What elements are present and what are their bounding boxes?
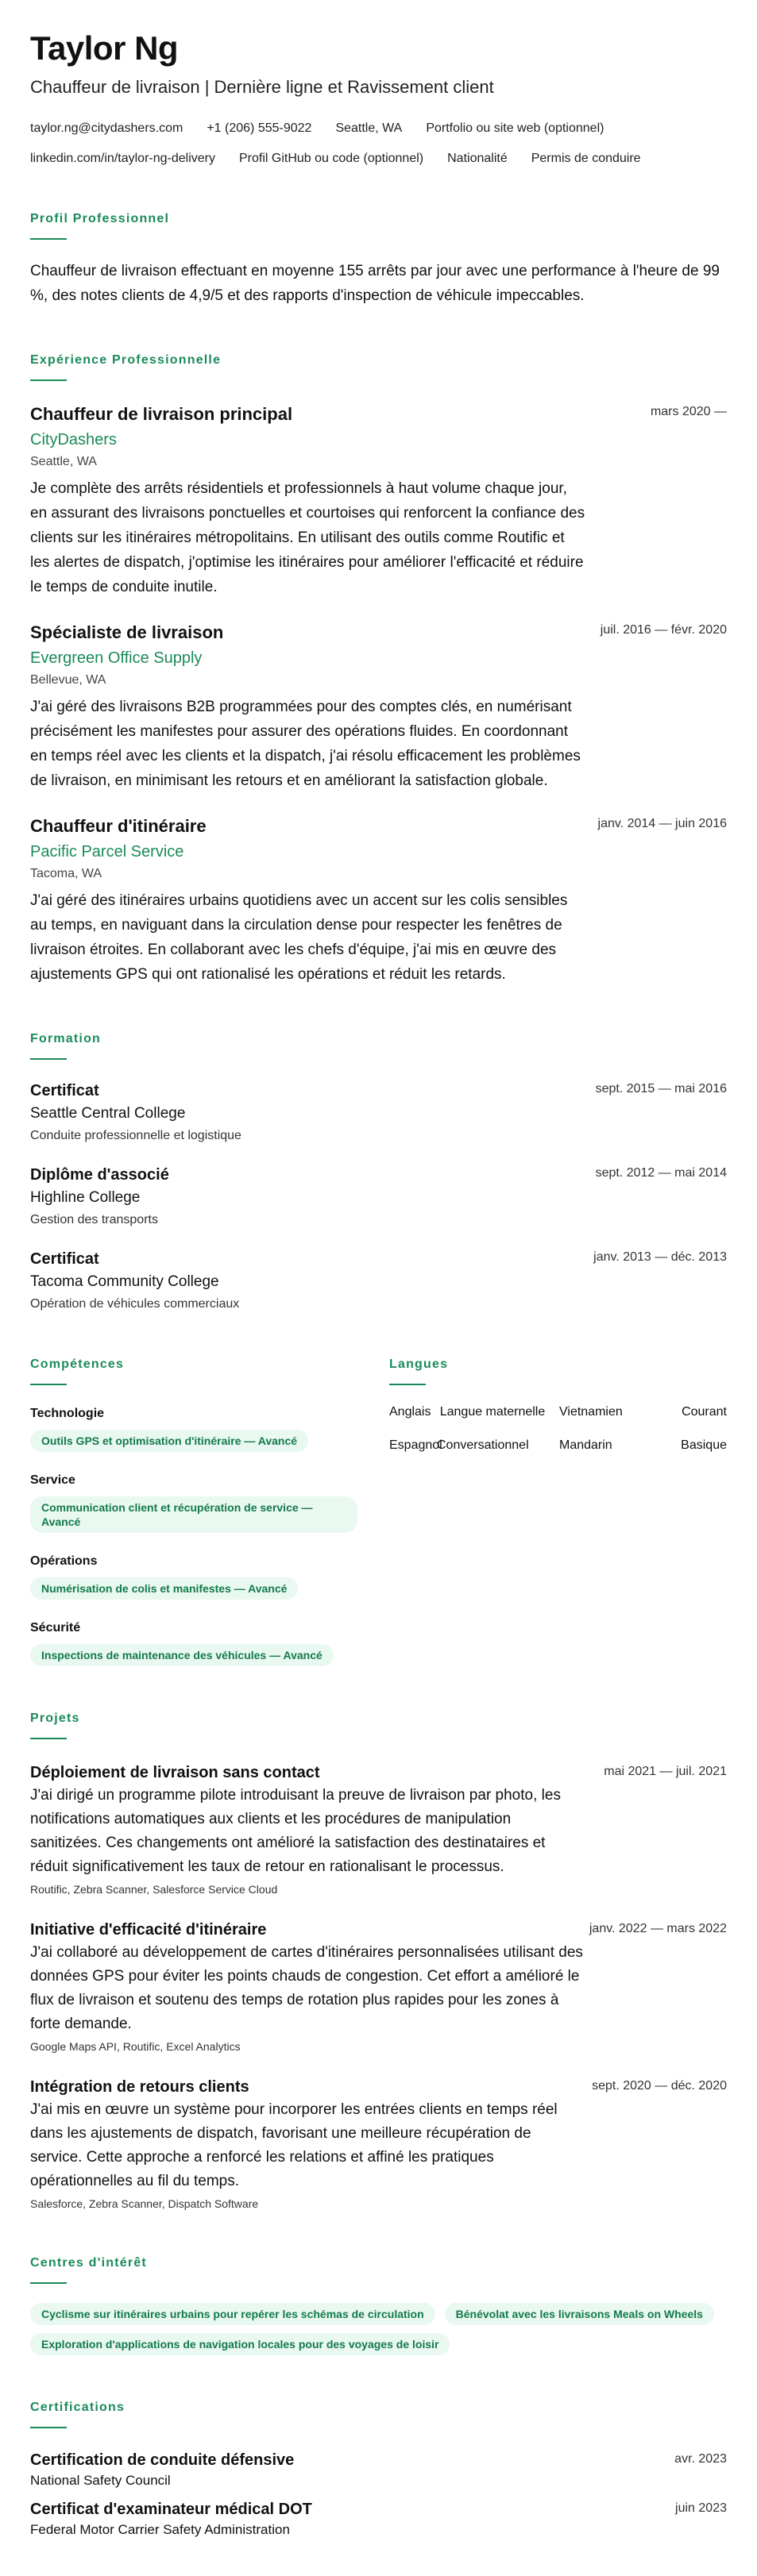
language-level: Courant: [682, 1405, 727, 1419]
contact-phone[interactable]: +1 (206) 555-9022: [207, 121, 312, 135]
section-title: Formation: [30, 1032, 102, 1045]
language-name: Mandarin: [559, 1438, 612, 1452]
skill-category: Opérations: [30, 1554, 98, 1568]
education-section: [30, 1031, 727, 1312]
profile-section: [30, 211, 727, 308]
language-name: Vietnamien: [559, 1405, 623, 1419]
education-field: Opération de véhicules commerciaux: [30, 1297, 240, 1311]
project-description: J'ai mis en œuvre un système pour incorporer les entrées clients en temps réel dans les ajustements de dispatch, favorisant une meilleure récupération de service. Cette approche a renforcé les relations et affiné les pratiques opérationnelles au fil du temps.: [30, 2101, 558, 2189]
skill-tag: Outils GPS et optimisation d'itinéraire — Avancé: [30, 1430, 308, 1452]
skill-tag: Communication client et récupération de service — Avancé: [30, 1496, 357, 1533]
education-school: Tacoma Community College: [30, 1273, 219, 1290]
project-entry: [30, 1920, 727, 2054]
entry-dates: sept. 2012 — mai 2014: [595, 1166, 727, 1180]
experience-section: [30, 352, 727, 987]
language-list: [389, 1404, 727, 1454]
entry-dates: sept. 2020 — déc. 2020: [592, 2079, 727, 2093]
education-degree: Certificat: [30, 1082, 99, 1099]
entry-location: Bellevue, WA: [30, 673, 106, 687]
entry-role: Chauffeur d'itinéraire: [30, 816, 207, 836]
interest-tag: Cyclisme sur itinéraires urbains pour repérer les schémas de circulation: [30, 2303, 435, 2325]
interests-section: [30, 2255, 727, 2355]
section-divider: [30, 1384, 67, 1385]
entry-company: Pacific Parcel Service: [30, 843, 184, 861]
certification-issuer: Federal Motor Carrier Safety Administration: [30, 2522, 290, 2537]
section-divider: [30, 2427, 67, 2428]
section-divider: [30, 238, 67, 240]
project-description: J'ai dirigé un programme pilote introduisant la preuve de livraison par photo, les notifications automatiques aux clients et les procédures de manipulation sanitizées. Ces changements ont amélioré la satisfaction des destinataires et réduit significativement les taux de retour en rationalisant le processus.: [30, 1787, 561, 1875]
interest-tag: Bénévolat avec les livraisons Meals on Wheels: [445, 2303, 714, 2325]
skill-category: Sécurité: [30, 1621, 81, 1635]
language-name: Espagnol: [389, 1438, 442, 1452]
skill-group: [30, 1620, 357, 1666]
project-tech: Salesforce, Zebra Scanner, Dispatch Software: [30, 2197, 259, 2210]
entry-role: Spécialiste de livraison: [30, 622, 224, 642]
skill-group: [30, 1406, 357, 1452]
project-name: Déploiement de livraison sans contact: [30, 1764, 320, 1781]
language-level: Basique: [681, 1438, 727, 1452]
education-school: Highline College: [30, 1189, 141, 1206]
entry-dates: mai 2021 — juil. 2021: [604, 1765, 727, 1778]
interest-list: [30, 2303, 729, 2355]
entry-location: Tacoma, WA: [30, 867, 102, 880]
section-divider: [30, 2282, 67, 2284]
section-divider: [389, 1384, 426, 1385]
education-school: Seattle Central College: [30, 1105, 186, 1122]
entry-dates: janv. 2013 — déc. 2013: [593, 1250, 727, 1264]
section-title: Langues: [389, 1357, 449, 1371]
contact-nationality: Nationalité: [447, 152, 508, 165]
skill-category: Service: [30, 1473, 75, 1487]
project-entry: [30, 1763, 727, 1896]
languages-section: [389, 1357, 727, 1666]
entry-dates: janv. 2022 — mars 2022: [589, 1922, 727, 1935]
certifications-section: [30, 2400, 727, 2538]
entry-description: J'ai géré des itinéraires urbains quotidiens avec un accent sur les colis sensibles au temps, en naviguant dans la circulation dense pour respecter les fenêtres de livraison étroites. En collaborant avec les chefs d'équipe, j'ai mis en œuvre des ajustements GPS qui ont rationalisé les opérations et réduit les retards.: [30, 892, 568, 983]
section-title: Projets: [30, 1712, 80, 1725]
section-title: Expérience Professionnelle: [30, 353, 222, 367]
entry-dates: juin 2023: [675, 2501, 727, 2515]
skill-group: [30, 1473, 357, 1533]
resume-header: [30, 29, 727, 167]
entry-company: CityDashers: [30, 431, 117, 449]
contact-portfolio[interactable]: Portfolio ou site web (optionnel): [426, 121, 604, 135]
interest-tag: Exploration d'applications de navigation locales pour des voyages de loisir: [30, 2333, 450, 2355]
skills-languages-row: [30, 1357, 727, 1666]
entry-location: Seattle, WA: [30, 455, 97, 468]
section-title: Compétences: [30, 1357, 125, 1371]
education-entry: [30, 1080, 727, 1144]
project-description: J'ai collaboré au développement de cartes d'itinéraires personnalisées utilisant des données GPS pour éviter les points chauds de congestion. Cet effort a amélioré le flux de livraison et soutenu des temps de rotation plus rapides pour les zones à forte demande.: [30, 1944, 583, 2032]
education-degree: Diplôme d'associé: [30, 1166, 169, 1184]
project-name: Initiative d'efficacité d'itinéraire: [30, 1921, 267, 1939]
skills-section: [30, 1357, 357, 1666]
section-divider: [30, 379, 67, 381]
candidate-headline: Chauffeur de livraison | Dernière ligne et Ravissement client: [30, 77, 494, 97]
entry-dates: mars 2020 —: [650, 405, 727, 418]
entry-company: Evergreen Office Supply: [30, 649, 203, 667]
education-degree: Certificat: [30, 1250, 99, 1268]
entry-dates: sept. 2015 — mai 2016: [595, 1082, 727, 1095]
section-divider: [30, 1058, 67, 1060]
section-title: Centres d'intérêt: [30, 2256, 147, 2270]
project-entry: [30, 2077, 727, 2211]
certification-entry: [30, 2451, 727, 2489]
candidate-name: Taylor Ng: [30, 29, 179, 67]
entry-description: J'ai géré des livraisons B2B programmées pour des comptes clés, en numérisant précisément les manifestes pour assurer des opérations fluides. En coordonnant en temps réel avec les clients et la dispatch, j'ai résolu efficacement les problèmes de livraison, en minimisant les retours et en améliorant la satisfaction globale.: [30, 699, 581, 789]
projects-section: [30, 1711, 727, 2211]
education-field: Conduite professionnelle et logistique: [30, 1129, 241, 1142]
contact-license: Permis de conduire: [531, 152, 641, 165]
certification-name: Certificat d'examinateur médical DOT: [30, 2501, 312, 2518]
certification-entry: [30, 2500, 727, 2538]
skill-group: [30, 1554, 357, 1600]
language-name: Anglais: [389, 1405, 431, 1419]
skill-tag: Inspections de maintenance des véhicules — Avancé: [30, 1644, 334, 1666]
experience-entry: [30, 403, 727, 599]
entry-description: Je complète des arrêts résidentiels et professionnels à haut volume chaque jour, en assurant des livraisons ponctuelles et courtoises qui renforcent la confiance des clients sur les itinéraires métropolitains. En utilisant des outils comme Routific et les alertes de dispatch, j'optimise les itinéraires pour améliorer l'efficacité et réduire le temps de conduite inutile.: [30, 480, 585, 595]
contact-location: Seattle, WA: [335, 121, 403, 135]
profile-summary: Chauffeur de livraison effectuant en moyenne 155 arrêts par jour avec une performance à l'heure de 99 %, des notes clients de 4,9/5 et des rapports d'inspection de véhicule impeccables.: [30, 263, 720, 304]
section-title: Certifications: [30, 2401, 126, 2414]
contact-list: [30, 121, 727, 167]
skill-category: Technologie: [30, 1407, 105, 1420]
entry-dates: juil. 2016 — févr. 2020: [600, 623, 727, 637]
language-level: Langue maternelle: [439, 1405, 546, 1419]
skill-tag: Numérisation de colis et manifestes — Avancé: [30, 1577, 298, 1600]
entry-role: Chauffeur de livraison principal: [30, 404, 293, 424]
project-tech: Google Maps API, Routific, Excel Analytics: [30, 2040, 241, 2053]
experience-entry: [30, 815, 727, 987]
entry-dates: janv. 2014 — juin 2016: [597, 817, 727, 830]
contact-email[interactable]: taylor.ng@citydashers.com: [30, 121, 183, 135]
certification-issuer: National Safety Council: [30, 2473, 171, 2488]
section-divider: [30, 1738, 67, 1739]
language-level: Conversationnel: [437, 1438, 529, 1452]
education-field: Gestion des transports: [30, 1213, 158, 1226]
education-entry: [30, 1249, 727, 1312]
certification-name: Certification de conduite défensive: [30, 2451, 295, 2469]
contact-github[interactable]: Profil GitHub ou code (optionnel): [238, 152, 424, 165]
education-entry: [30, 1165, 727, 1228]
experience-entry: [30, 622, 727, 793]
project-tech: Routific, Zebra Scanner, Salesforce Service Cloud: [30, 1883, 278, 1896]
section-title: Profil Professionnel: [30, 212, 170, 225]
project-name: Intégration de retours clients: [30, 2078, 249, 2096]
entry-dates: avr. 2023: [674, 2452, 727, 2466]
contact-linkedin[interactable]: linkedin.com/in/taylor-ng-delivery: [30, 152, 215, 165]
